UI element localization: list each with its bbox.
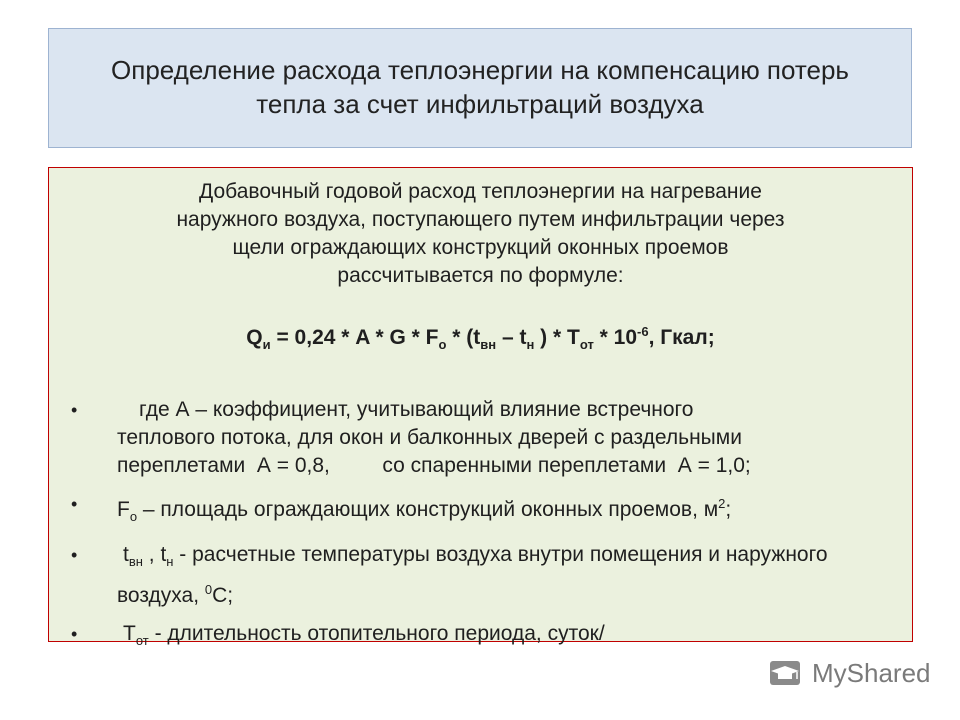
title-box: [48, 28, 912, 148]
bullet-text-4: [91, 620, 902, 655]
bullet-1-line-2: теплового потока, для окон и балконных дверей с раздельными: [117, 426, 742, 449]
formula-f-sub: о: [438, 337, 447, 353]
content-box: [48, 167, 913, 649]
bullet-1-line-3: переплетами А = 0,8, со спаренными переплетами А = 1,0;: [117, 454, 751, 477]
watermark-text: MyShared: [812, 657, 931, 688]
formula-tot-sub: от: [579, 337, 594, 353]
bullet-2-text: – площадь ограждающих конструкций оконных проемов, м: [137, 498, 719, 521]
list-item: [71, 490, 902, 531]
list-item: [71, 541, 902, 610]
bullet-4-t-sub: от: [135, 633, 149, 649]
bullet-text-3: [91, 541, 902, 610]
bullet-text-1: [91, 396, 902, 480]
formula-tvn-sub: вн: [480, 337, 497, 353]
intro-paragraph: [119, 178, 842, 290]
title-line-1: Определение расхода теплоэнергии на компенсацию потерь: [111, 55, 849, 86]
title-line-2: тепла за счет инфильтраций воздуха: [256, 89, 704, 119]
list-item: [71, 620, 902, 655]
formula-part-5: * 10: [593, 326, 638, 349]
bullet-3-t-sub-1: вн: [128, 554, 143, 570]
bullet-2-sup: 2: [718, 496, 726, 511]
intro-line-2: наружного воздуха, поступающего путем инфильтрации через: [176, 208, 785, 231]
formula: [49, 324, 912, 352]
page-title: [111, 54, 849, 122]
formula-tn-sub: н: [526, 337, 535, 353]
bullet-icon: •: [71, 494, 78, 514]
bullet-3-end: С;: [212, 584, 234, 608]
formula-part-4: ) * T: [534, 326, 580, 349]
myshared-logo: [768, 656, 931, 690]
mortarboard-icon: [768, 657, 806, 689]
bullet-2-f-sub: о: [129, 509, 138, 525]
formula-q-sub: и: [262, 337, 271, 353]
bullet-2-f: F: [117, 498, 130, 521]
bullet-4-t: Т: [123, 622, 136, 646]
formula-part-1: = 0,24 * A * G * F: [270, 326, 439, 349]
bullet-3-t: t: [123, 543, 129, 567]
list-item: [71, 396, 902, 480]
bullet-3-t-sub-2: н: [166, 554, 174, 570]
bullet-icon: •: [71, 545, 78, 566]
formula-q: Q: [246, 326, 263, 349]
bullet-2-end: ;: [725, 498, 732, 521]
bullet-4-text: - длительность отопительного периода, суток/: [148, 622, 605, 646]
formula-part-3: – t: [496, 326, 527, 349]
bullet-icon: •: [71, 624, 78, 645]
intro-line-3: щели ограждающих конструкций оконных проемов: [232, 236, 729, 259]
bullet-3-text: - расчетные температуры воздуха внутри помещения и наружного воздуха,: [117, 543, 828, 608]
bullet-icon: •: [71, 400, 78, 420]
definitions-list: [71, 396, 902, 666]
formula-part-6: , Гкал;: [648, 326, 715, 349]
formula-part-2: * (t: [446, 326, 481, 349]
intro-line-1: Добавочный годовой расход теплоэнергии на нагревание: [199, 180, 762, 203]
bullet-3-mid: , t: [142, 543, 167, 567]
bullet-3-sup: 0: [204, 582, 213, 598]
intro-line-4: рассчитывается по формуле:: [337, 264, 624, 287]
bullet-1-line-1: где А – коэффициент, учитывающий влияние встречного: [139, 398, 694, 421]
formula-exponent: -6: [637, 324, 649, 339]
bullet-text-2: [91, 490, 902, 531]
